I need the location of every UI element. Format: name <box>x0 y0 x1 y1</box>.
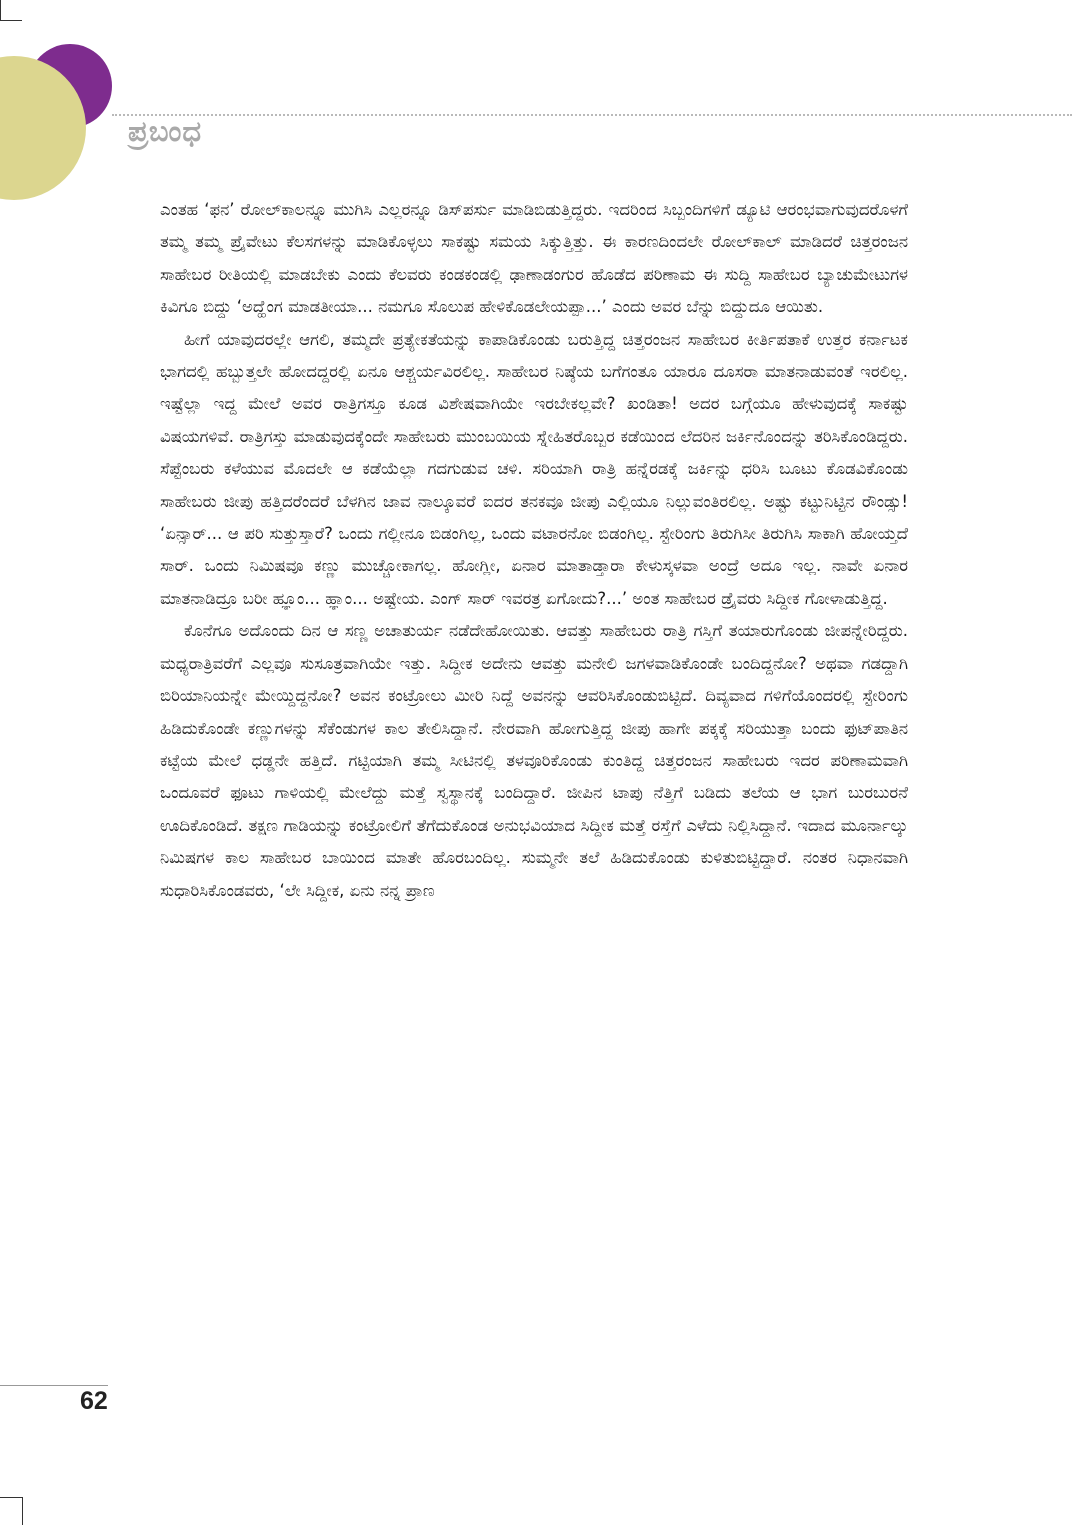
header-dotted-rule <box>112 114 1072 116</box>
paragraph-3: ಕೊನೆಗೂ ಅದೊಂದು ದಿನ ಆ ಸಣ್ಣ ಅಚಾತುರ್ಯ ನಡೆದೇಹೋಯಿತು. ಆವತ್ತು ಸಾಹೇಬರು ರಾತ್ರಿ ಗಸ್ತಿಗೆ ತಯಾರುಗೊಂಡು ಜೀಪನ್ನೇರಿದ್ದರು. ಮಧ್ಯರಾತ್ರಿವರೆಗೆ ಎಲ್ಲವೂ ಸುಸೂತ್ರವಾಗಿಯೇ ಇತ್ತು. ಸಿದ್ದೀಕ ಅದೇನು ಆವತ್ತು ಮನೇಲಿ ಜಗಳವಾಡಿಕೊಂಡೇ ಬಂದಿದ್ದನೋ? ಅಥವಾ ಗಡದ್ದಾಗಿ ಬಿರಿಯಾನಿಯನ್ನೇ ಮೇಯ್ದಿದ್ದನೋ? ಅವನ ಕಂಟ್ರೋಲು ಮೀರಿ ನಿದ್ದೆ ಅವನನ್ನು ಆವರಿಸಿಕೊಂಡುಬಿಟ್ಟಿದೆ. ದಿವ್ಯವಾದ ಗಳಿಗೆಯೊಂದರಲ್ಲಿ ಸ್ಟೇರಿಂಗು ಹಿಡಿದುಕೊಂಡೇ ಕಣ್ಣುಗಳನ್ನು ಸೆಕೆಂಡುಗಳ ಕಾಲ ತೇಲಿಸಿದ್ದಾನೆ. ನೇರವಾಗಿ ಹೋಗುತ್ತಿದ್ದ ಜೀಪು ಹಾಗೇ ಪಕ್ಕಕ್ಕೆ ಸರಿಯುತ್ತಾ ಬಂದು ಫುಟ್‌ಪಾತಿನ ಕಟ್ಟೆಯ ಮೇಲೆ ಧಡ್ಡನೇ ಹತ್ತಿದೆ. ಗಟ್ಟಿಯಾಗಿ ತಮ್ಮ ಸೀಟಿನಲ್ಲಿ ತಳವೂರಿಕೊಂಡು ಕುಂತಿದ್ದ ಚಿತ್ತರಂಜನ ಸಾಹೇಬರು ಇದರ ಪರಿಣಾಮವಾಗಿ ಒಂದೂವರೆ ಫೂಟು ಗಾಳಿಯಲ್ಲಿ ಮೇಲೆದ್ದು ಮತ್ತೆ ಸ್ವಸ್ಥಾನಕ್ಕೆ ಬಂದಿದ್ದಾರೆ. ಜೀಪಿನ ಟಾಪು ನೆತ್ತಿಗೆ ಬಡಿದು ತಲೆಯ ಆ ಭಾಗ ಬುರಬುರನೆ ಊದಿಕೊಂಡಿದೆ. ತಕ್ಷಣ ಗಾಡಿಯನ್ನು ಕಂಟ್ರೋಲಿಗೆ ತೆಗೆದುಕೊಂಡ ಅನುಭವಿಯಾದ ಸಿದ್ದೀಕ ಮತ್ತೆ ರಸ್ತೆಗೆ ಎಳೆದು ನಿಲ್ಲಿಸಿದ್ದಾನೆ. ಇದಾದ ಮೂರ್ನಾಲ್ಕು ನಿಮಿಷಗಳ ಕಾಲ ಸಾಹೇಬರ ಬಾಯಿಂದ ಮಾತೇ ಹೊರಬಂದಿಲ್ಲ. ಸುಮ್ಮನೇ ತಲೆ ಹಿಡಿದುಕೊಂಡು ಕುಳಿತುಬಿಟ್ಟಿದ್ದಾರೆ. ನಂತರ ನಿಧಾನವಾಗಿ ಸುಧಾರಿಸಿಕೊಂಡವರು, ‘ಲೇ ಸಿದ್ದೀಕ, ಏನು ನನ್ನ ಪ್ರಾಣ <box>160 621 908 900</box>
paragraph-1: ಎಂತಹ ‘ಫನ’ ರೋಲ್‌ಕಾಲನ್ನೂ ಮುಗಿಸಿ ಎಲ್ಲರನ್ನೂ ಡಿಸ್‌ಪರ್ಸು ಮಾಡಿಬಿಡುತ್ತಿದ್ದರು. ಇದರಿಂದ ಸಿಬ್ಬಂದಿಗಳಿಗೆ ಡ್ಯೂಟಿ ಆರಂಭವಾಗುವುದರೊಳಗೆ ತಮ್ಮ ತಮ್ಮ ಪ್ರೈವೇಟು ಕೆಲಸಗಳನ್ನು ಮಾಡಿಕೊಳ್ಳಲು ಸಾಕಷ್ಟು ಸಮಯ ಸಿಕ್ಕುತ್ತಿತ್ತು. ಈ ಕಾರಣದಿಂದಲೇ ರೋಲ್‌ಕಾಲ್ ಮಾಡಿದರೆ ಚಿತ್ತರಂಜನ ಸಾಹೇಬರ ರೀತಿಯಲ್ಲಿ ಮಾಡಬೇಕು ಎಂದು ಕೆಲವರು ಕಂಡಕಂಡಲ್ಲಿ ಢಾಣಾಡಂಗುರ ಹೊಡೆದ ಪರಿಣಾಮ ಈ ಸುದ್ದಿ ಸಾಹೇಬರ ಬ್ಯಾಚುಮೇಟುಗಳ ಕಿವಿಗೂ ಬಿದ್ದು ‘ಅದ್ಹೆಂಗ ಮಾಡತೀಯಾ... ನಮಗೂ ಸೊಲುಪ ಹೇಳಿಕೊಡಲೇಯಪ್ಪಾ...’ ಎಂದು ಅವರ ಬೆನ್ನು ಬಿದ್ದುದೂ ಆಯಿತು. <box>160 200 909 317</box>
article-body <box>160 194 908 907</box>
section-title: ಪ್ರಬಂಧ <box>128 114 203 148</box>
crop-mark-top-left-horizontal <box>0 20 22 21</box>
footer-rule <box>0 1385 108 1386</box>
crop-mark-bottom-left <box>0 1497 22 1498</box>
page-number: 62 <box>80 1387 108 1415</box>
crop-mark-bottom-left-vertical <box>22 1497 23 1525</box>
paragraph-2: ಹೀಗೆ ಯಾವುದರಲ್ಲೇ ಆಗಲಿ, ತಮ್ಮದೇ ಪ್ರತ್ಯೇಕತೆಯನ್ನು ಕಾಪಾಡಿಕೊಂಡು ಬರುತ್ತಿದ್ದ ಚಿತ್ತರಂಜನ ಸಾಹೇಬರ ಕೀರ್ತಿಪತಾಕೆ ಉತ್ತರ ಕರ್ನಾಟಕ ಭಾಗದಲ್ಲಿ ಹಬ್ಬುತ್ತಲೇ ಹೋದದ್ದರಲ್ಲಿ ಏನೂ ಆಶ್ಚರ್ಯವಿರಲಿಲ್ಲ. ಸಾಹೇಬರ ನಿಷ್ಠೆಯ ಬಗೆಗಂತೂ ಯಾರೂ ದೂಸರಾ ಮಾತನಾಡುವಂತೆ ಇರಲಿಲ್ಲ. ಇಷ್ಟೆಲ್ಲಾ ಇದ್ದ ಮೇಲೆ ಅವರ ರಾತ್ರಿಗಸ್ತೂ ಕೂಡ ವಿಶೇಷವಾಗಿಯೇ ಇರಬೇಕಲ್ಲವೇ? ಖಂಡಿತಾ! ಅದರ ಬಗ್ಗೆಯೂ ಹೇಳುವುದಕ್ಕೆ ಸಾಕಷ್ಟು ವಿಷಯಗಳಿವೆ. ರಾತ್ರಿಗಸ್ತು ಮಾಡುವುದಕ್ಕೆಂದೇ ಸಾಹೇಬರು ಮುಂಬಯಿಯ ಸ್ನೇಹಿತರೊಬ್ಬರ ಕಡೆಯಿಂದ ಲೆದರಿನ ಜರ್ಕಿನೊಂದನ್ನು ತರಿಸಿಕೊಂಡಿದ್ದರು. ಸೆಪ್ಟೆಂಬರು ಕಳೆಯುವ ಮೊದಲೇ ಆ ಕಡೆಯೆಲ್ಲಾ ಗದಗುಡುವ ಚಳಿ. ಸರಿಯಾಗಿ ರಾತ್ರಿ ಹನ್ನೆರಡಕ್ಕೆ ಜರ್ಕಿನ್ನು ಧರಿಸಿ ಬೂಟು ಕೊಡವಿಕೊಂಡು ಸಾಹೇಬರು ಜೀಪು ಹತ್ತಿದರೆಂದರೆ ಬೆಳಗಿನ ಜಾವ ನಾಲ್ಕೂವರೆ ಐದರ ತನಕವೂ ಜೀಪು ಎಲ್ಲಿಯೂ ನಿಲ್ಲುವಂತಿರಲಿಲ್ಲ. ಅಷ್ಟು ಕಟ್ಟುನಿಟ್ಟಿನ ರೌಂಡ್ಸು! ‘ಏನ್ಸಾರ್... ಆ ಪರಿ ಸುತ್ತುಸ್ತಾರೆ? ಒಂದು ಗಲ್ಲೀನೂ ಬಿಡಂಗಿಲ್ಲ, ಒಂದು ವಟಾರನೋ ಬಿಡಂಗಿಲ್ಲ. ಸ್ಟೇರಿಂಗು ತಿರುಗಿಸೀ ತಿರುಗಿಸಿ ಸಾಕಾಗಿ ಹೋಯ್ತದೆ ಸಾರ್. ಒಂದು ನಿಮಿಷವೂ ಕಣ್ಣು ಮುಚ್ಚೋಕಾಗಲ್ಲ. ಹೋಗ್ಲೀ, ಏನಾರ ಮಾತಾಡ್ತಾರಾ ಕೇಳುಸ್ಕಳವಾ ಅಂದ್ರೆ ಅದೂ ಇಲ್ಲ. ನಾವೇ ಏನಾರ ಮಾತನಾಡಿದ್ರೂ ಬರೀ ಹ್ಞೂಂ... ಹ್ಞಾಂ... ಅಷ್ಟೇಯ. ಎಂಗ್ ಸಾರ್ ಇವರತ್ರ ಏಗೋದು?...’ ಅಂತ ಸಾಹೇಬರ ಡ್ರೈವರು ಸಿದ್ದೀಕ ಗೋಳಾಡುತ್ತಿದ್ದ. <box>160 329 908 608</box>
crop-mark-top-left <box>0 0 1 20</box>
